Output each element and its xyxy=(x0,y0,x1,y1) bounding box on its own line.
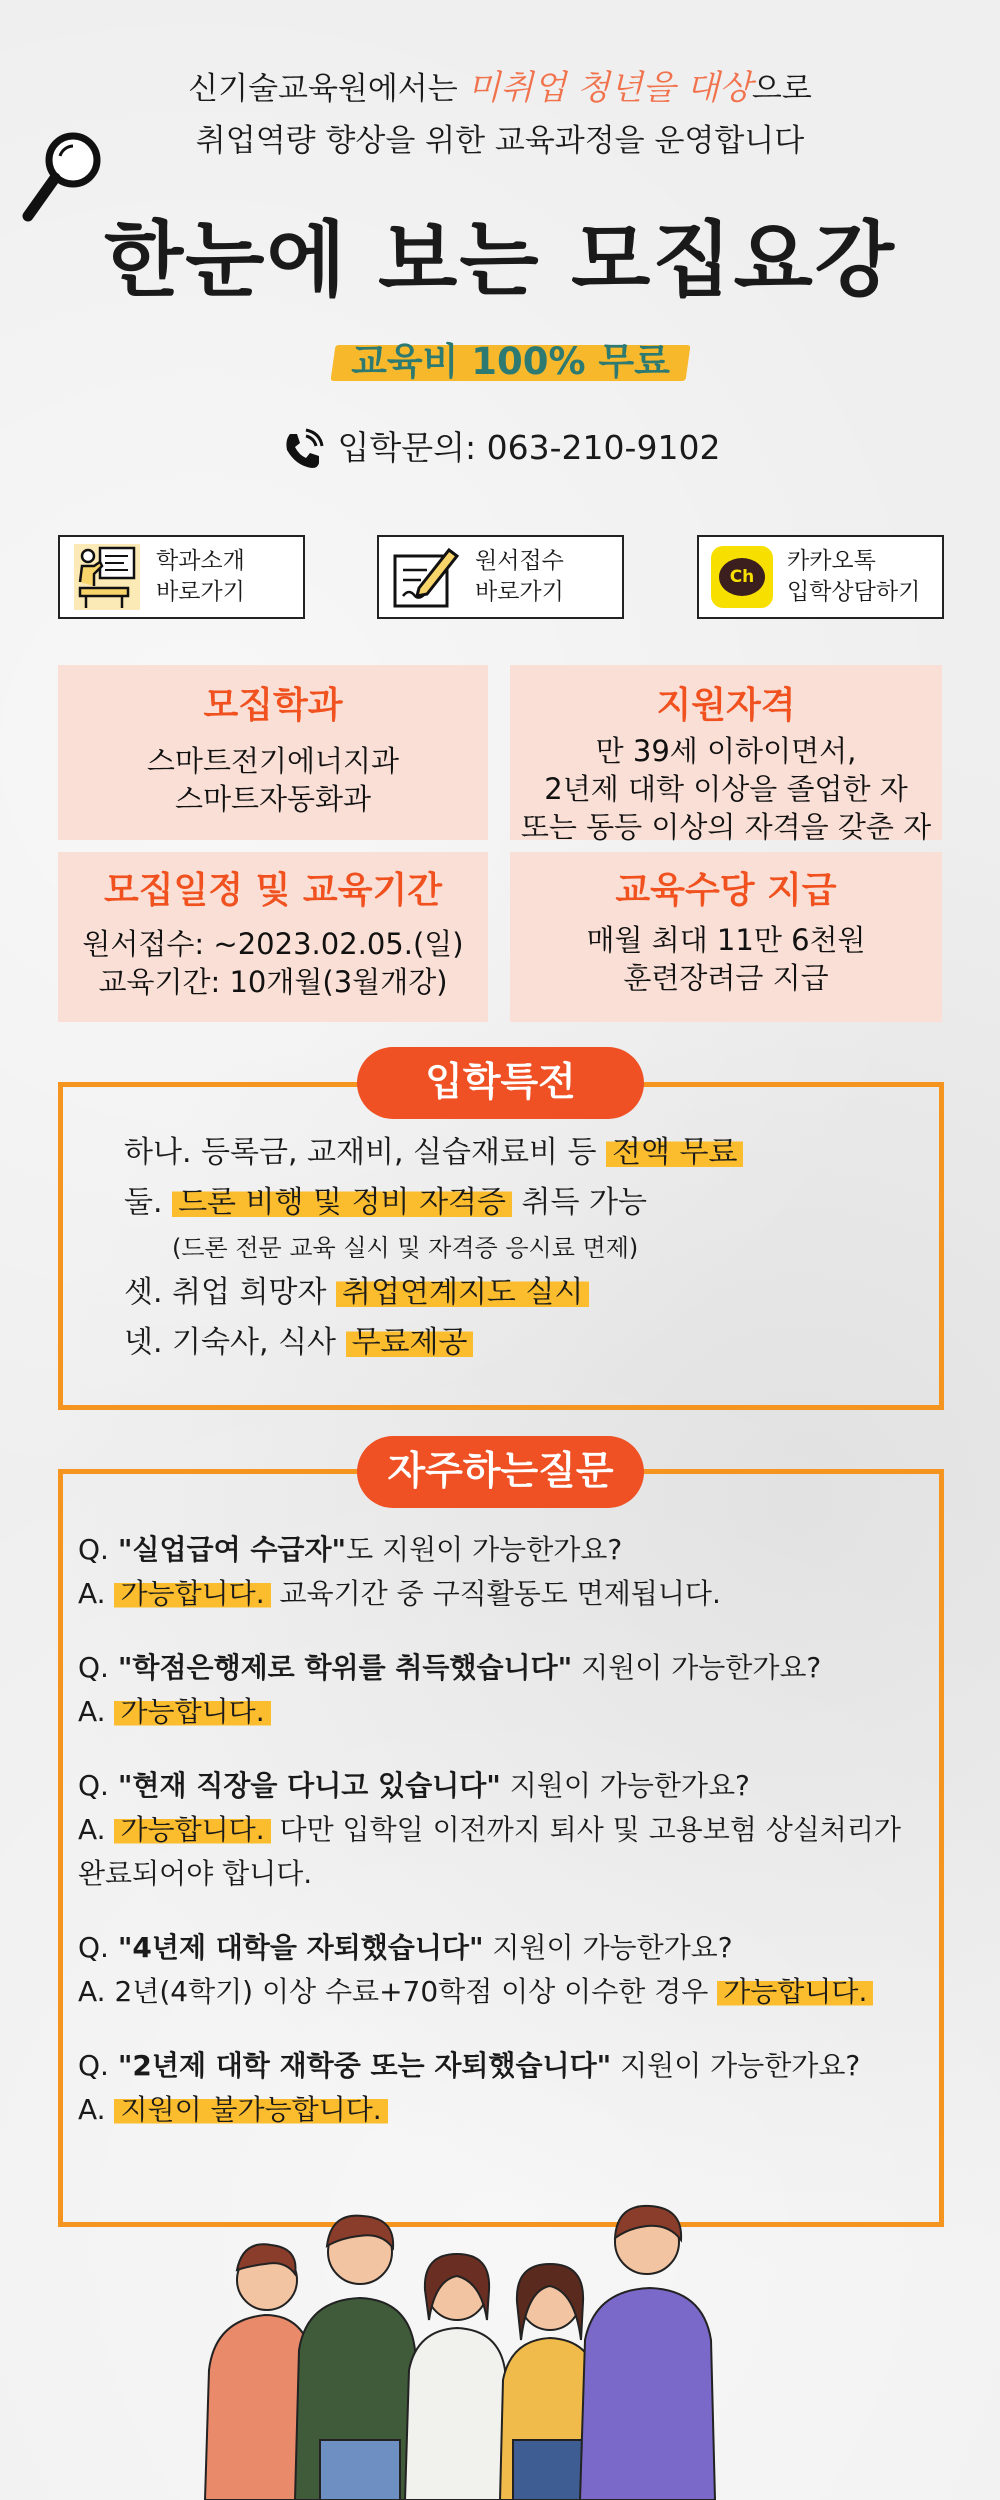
benefit-text: 둘. xyxy=(124,1185,173,1220)
student-figure xyxy=(295,2216,417,2500)
department-item: 스마트전기에너지과 xyxy=(146,744,400,778)
benefit-item xyxy=(124,1178,924,1228)
benefits-title: 입학특전 xyxy=(357,1047,644,1119)
student-figure xyxy=(580,2206,715,2500)
eligibility-line: 만 39세 이하이면서, xyxy=(595,734,857,768)
faq-item xyxy=(78,1528,928,1616)
kakao-consult-line-1: 카카오톡 xyxy=(787,548,876,574)
application-label xyxy=(475,546,564,608)
presentation-icon xyxy=(72,542,142,612)
eligibility-line: 또는 동등 이상의 자격을 갖춘 자 xyxy=(520,810,932,844)
phone-icon xyxy=(280,428,324,472)
edit-document-icon xyxy=(391,542,461,612)
benefit-highlight: 드론 비행 및 정비 자격증 xyxy=(172,1185,512,1220)
schedule-line: 원서접수: ~2023.02.05.(일) xyxy=(82,927,464,961)
benefits-list xyxy=(124,1128,924,1368)
schedule-title: 모집일정 및 교육기간 xyxy=(103,870,443,911)
application-line-2: 바로가기 xyxy=(475,579,564,605)
benefit-text: 하나. 등록금, 교재비, 실습재료비 등 xyxy=(124,1135,607,1170)
eligibility-line: 2년제 대학 이상을 졸업한 자 xyxy=(544,772,908,806)
benefit-text-suffix: 취득 가능 xyxy=(512,1185,648,1220)
allowance-title: 교육수당 지급 xyxy=(615,870,837,911)
department-item: 스마트자동화과 xyxy=(174,782,372,816)
faq-answer: A. 가능합니다. 교육기간 중 구직활동도 면제됩니다. xyxy=(78,1577,721,1610)
kakao-consult-button[interactable] xyxy=(697,535,944,619)
faq-item xyxy=(78,1926,928,2014)
benefit-text: 넷. 기숙사, 식사 xyxy=(124,1325,346,1360)
benefit-text: 셋. 취업 희망자 xyxy=(124,1275,337,1310)
faq-question: Q. "현재 직장을 다니고 있습니다" 지원이 가능한가요? xyxy=(78,1769,750,1802)
allowance-line: 훈련장려금 지급 xyxy=(623,961,829,995)
allowance-line: 매월 최대 11만 6천원 xyxy=(586,923,866,957)
intro-accent-target: 미취업 청년을 대상 xyxy=(467,68,752,108)
student-figure xyxy=(405,2254,507,2500)
department-intro-line-2: 바로가기 xyxy=(156,579,245,605)
faq-answer: A. 2년(4학기) 이상 수료+70학점 이상 이수한 경우 가능합니다. xyxy=(78,1970,928,2014)
faq-item xyxy=(78,2044,928,2132)
intro-line-1-suffix: 으로 xyxy=(751,71,812,107)
department-intro-label xyxy=(156,546,245,608)
benefit-item xyxy=(124,1318,924,1368)
faq-question: Q. "2년제 대학 재학중 또는 자퇴했습니다" 지원이 가능한가요? xyxy=(78,2049,861,2082)
intro-text xyxy=(0,62,1000,167)
faq-item xyxy=(78,1646,928,1734)
benefit-item xyxy=(124,1268,924,1318)
page-title: 한눈에 보는 모집요강 xyxy=(103,213,896,308)
students-illustration xyxy=(195,2190,805,2500)
department-intro-line-1: 학과소개 xyxy=(156,548,245,574)
departments-title: 모집학과 xyxy=(203,685,343,726)
free-tuition-banner xyxy=(333,337,688,387)
intro-line-1-prefix: 신기술교육원에서는 xyxy=(188,71,458,107)
free-tuition-text: 교육비 100% 무료 xyxy=(351,340,670,383)
kakao-channel-icon xyxy=(711,546,773,608)
schedule-box xyxy=(58,852,488,1022)
faq-answer: A. 지원이 불가능합니다. xyxy=(78,2088,928,2132)
kakao-channel-icon-text: Ch xyxy=(719,558,765,596)
benefit-highlight: 무료제공 xyxy=(346,1325,474,1360)
faq-question: Q. "4년제 대학을 자퇴했습니다" 지원이 가능한가요? xyxy=(78,1931,733,1964)
faq-answer-continued: 완료되어야 합니다. xyxy=(78,1857,313,1890)
faq-answer: A. 가능합니다. 다만 입학일 이전까지 퇴사 및 고용보험 상실처리가 xyxy=(78,1813,901,1846)
contact-line xyxy=(0,420,1000,476)
schedule-line: 교육기간: 10개월(3월개강) xyxy=(98,965,448,999)
faq-list xyxy=(78,1528,928,2132)
faq-item xyxy=(78,1764,928,1896)
department-intro-button[interactable] xyxy=(58,535,305,619)
intro-line-1 xyxy=(0,62,1000,115)
intro-line-2: 취업역량 향상을 위한 교육과정을 운영합니다 xyxy=(195,123,805,159)
allowance-box xyxy=(510,852,942,1022)
faq-question: Q. "학점은행제로 학위를 취득했습니다" 지원이 가능한가요? xyxy=(78,1651,822,1684)
kakao-consult-label xyxy=(787,546,920,608)
faq-question: Q. "실업급여 수급자"도 지원이 가능한가요? xyxy=(78,1533,623,1566)
faq-title: 자주하는질문 xyxy=(357,1436,644,1508)
eligibility-title: 지원자격 xyxy=(656,685,796,726)
benefit-highlight: 취업연계지도 실시 xyxy=(336,1275,589,1310)
eligibility-box xyxy=(510,665,942,844)
faq-answer: A. 가능합니다. xyxy=(78,1690,928,1734)
benefit-note: (드론 전문 교육 실시 및 자격증 응시료 면제) xyxy=(172,1234,639,1262)
kakao-consult-line-2: 입학상담하기 xyxy=(787,579,921,605)
departments-box xyxy=(58,665,488,840)
application-button[interactable] xyxy=(377,535,624,619)
benefit-item xyxy=(124,1128,924,1178)
benefit-highlight: 전액 무료 xyxy=(606,1135,743,1170)
application-line-1: 원서접수 xyxy=(475,548,564,574)
contact-phone-text: 입학문의: 063-210-9102 xyxy=(337,428,721,467)
